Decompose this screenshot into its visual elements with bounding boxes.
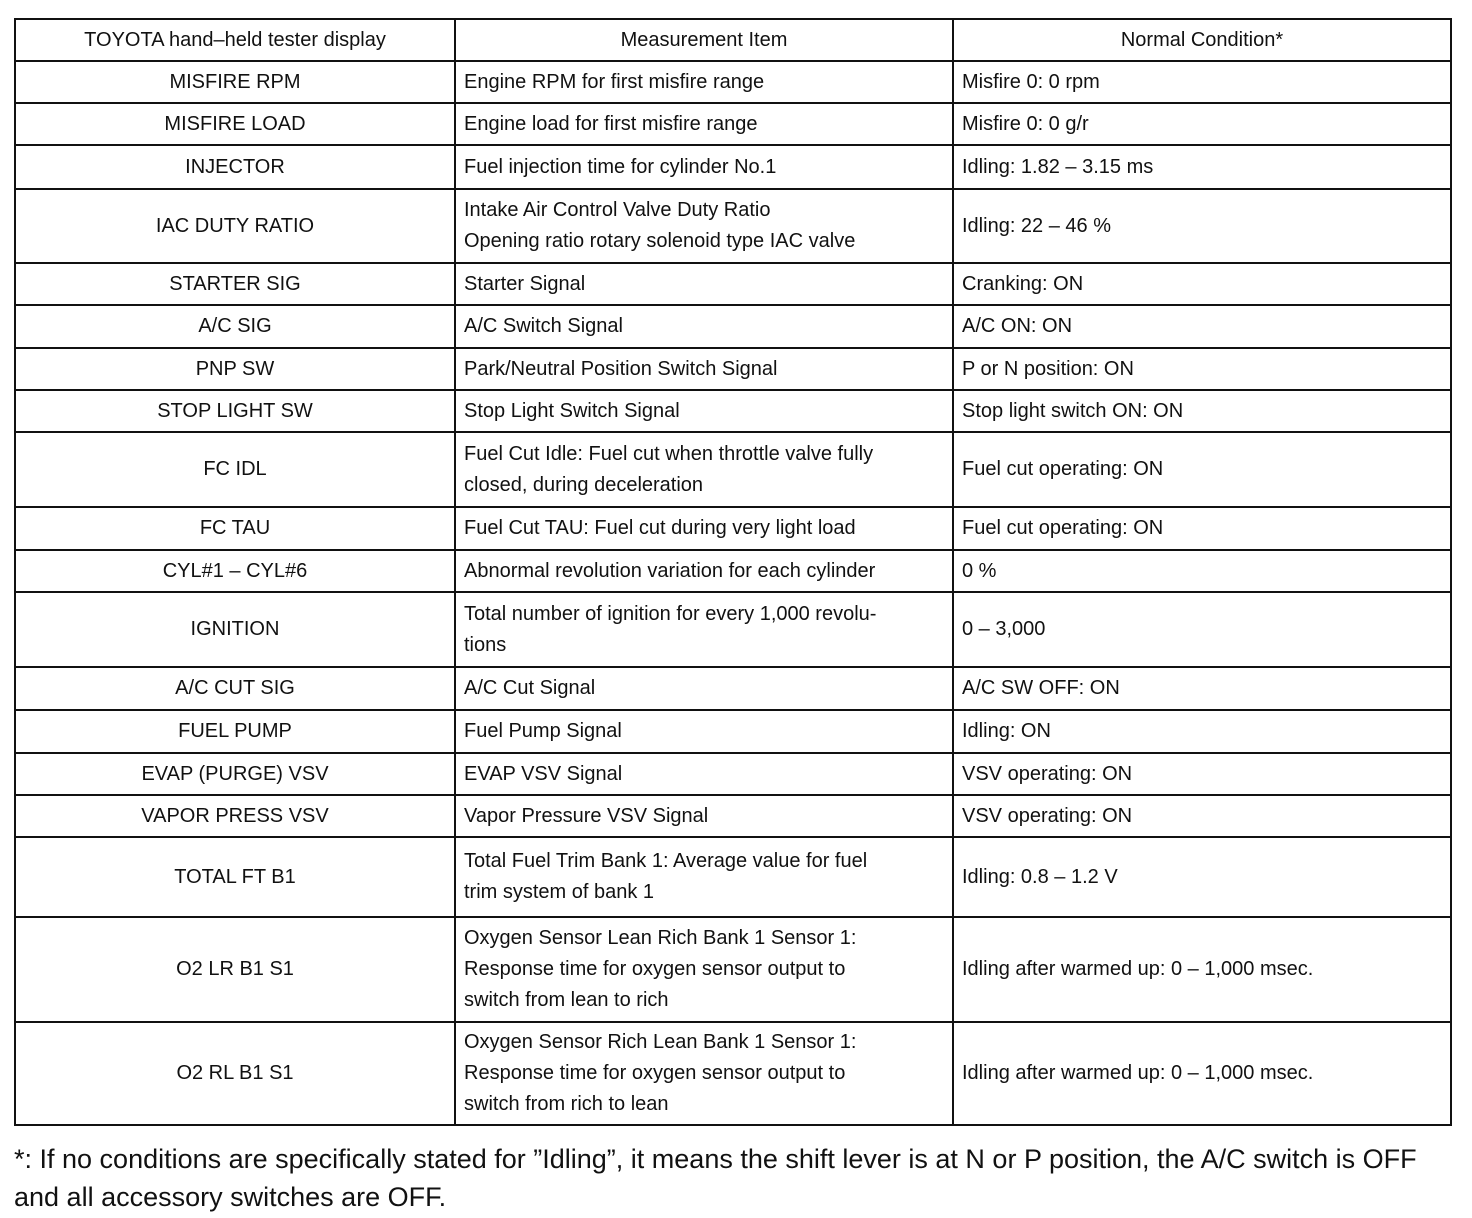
cell-tester-display: PNP SW: [15, 348, 455, 390]
measurement-item-line: A/C Switch Signal: [464, 315, 623, 337]
footnote: *: If no conditions are specifically stated for ”Idling”, it means the shift lever is at N or P position, the A/C switch is OFF and all accessory switches are OFF.: [14, 1144, 1417, 1212]
cell-measurement-item: [455, 795, 953, 837]
header-tester-display: TOYOTA hand–held tester display: [15, 19, 455, 61]
measurement-item-line: Response time for oxygen sensor output to: [464, 1062, 846, 1084]
measurement-item-line: Oxygen Sensor Lean Rich Bank 1 Sensor 1:: [464, 927, 857, 949]
cell-measurement-item: [455, 507, 953, 550]
cell-normal-condition: Cranking: ON: [953, 263, 1451, 305]
cell-tester-display: TOTAL FT B1: [15, 837, 455, 917]
cell-normal-condition: Idling after warmed up: 0 – 1,000 msec.: [953, 1022, 1451, 1125]
measurement-item-line: Engine RPM for first misfire range: [464, 70, 765, 93]
cell-tester-display: EVAP (PURGE) VSV: [15, 753, 455, 795]
table-row: [15, 145, 1451, 189]
cell-measurement-item: [455, 1022, 953, 1125]
cell-normal-condition: Idling after warmed up: 0 – 1,000 msec.: [953, 917, 1451, 1022]
cell-tester-display: A/C CUT SIG: [15, 667, 455, 710]
cell-normal-condition: 0 %: [953, 550, 1451, 592]
cell-normal-condition: Misfire 0: 0 rpm: [953, 61, 1451, 103]
cell-measurement-item: [455, 305, 953, 348]
cell-normal-condition: VSV operating: ON: [953, 795, 1451, 837]
measurement-item-line: Stop Light Switch Signal: [464, 399, 680, 422]
measurement-item-line: Intake Air Control Valve Duty Ratio: [464, 199, 771, 221]
cell-measurement-item: [455, 390, 953, 432]
measurement-item-line: A/C Cut Signal: [464, 677, 596, 699]
measurement-item-line: Park/Neutral Position Switch Signal: [464, 357, 778, 380]
cell-normal-condition: VSV operating: ON: [953, 753, 1451, 795]
cell-measurement-item: [455, 348, 953, 390]
cell-tester-display: IAC DUTY RATIO: [15, 189, 455, 263]
measurement-item-line: Vapor Pressure VSV Signal: [464, 804, 709, 827]
cell-measurement-item: [455, 710, 953, 753]
table-row: [15, 667, 1451, 710]
tester-data-table: [14, 18, 1452, 1126]
table-row: [15, 710, 1451, 753]
cell-measurement-item: [455, 61, 953, 103]
measurement-item-line: Engine load for first misfire range: [464, 112, 758, 135]
cell-normal-condition: A/C ON: ON: [953, 305, 1451, 348]
measurement-item-line: Fuel Cut TAU: Fuel cut during very light load: [464, 517, 856, 539]
header-normal-condition: Normal Condition*: [953, 19, 1451, 61]
cell-tester-display: FC TAU: [15, 507, 455, 550]
measurement-item-line: Fuel Pump Signal: [464, 720, 622, 742]
cell-normal-condition: Fuel cut operating: ON: [953, 507, 1451, 550]
cell-normal-condition: 0 – 3,000: [953, 592, 1451, 667]
cell-measurement-item: [455, 263, 953, 305]
cell-measurement-item: [455, 550, 953, 592]
table-row: [15, 753, 1451, 795]
cell-normal-condition: Idling: 0.8 – 1.2 V: [953, 837, 1451, 917]
measurement-item-line: closed, during deceleration: [464, 473, 704, 496]
measurement-item-line: EVAP VSV Signal: [464, 762, 623, 785]
measurement-item-line: Response time for oxygen sensor output to: [464, 958, 846, 980]
measurement-item-line: Abnormal revolution variation for each cylinder: [464, 559, 876, 582]
table-header-row: [15, 19, 1451, 61]
measurement-item-line: Opening ratio rotary solenoid type IAC valve: [464, 230, 856, 252]
measurement-item-line: Fuel injection time for cylinder No.1: [464, 155, 777, 178]
cell-tester-display: A/C SIG: [15, 305, 455, 348]
table-row: [15, 61, 1451, 103]
cell-measurement-item: [455, 837, 953, 917]
measurement-item-line: switch from lean to rich: [464, 989, 669, 1011]
table-row: [15, 917, 1451, 1022]
measurement-item-line: Starter Signal: [464, 272, 586, 295]
table-row: [15, 507, 1451, 550]
measurement-item-line: tions: [464, 633, 507, 656]
measurement-item-line: Fuel Cut Idle: Fuel cut when throttle valve fully: [464, 442, 874, 465]
cell-normal-condition: Idling: 22 – 46 %: [953, 189, 1451, 263]
table-row: [15, 795, 1451, 837]
cell-measurement-item: [455, 432, 953, 507]
cell-normal-condition: A/C SW OFF: ON: [953, 667, 1451, 710]
table-row: [15, 263, 1451, 305]
table-row: [15, 348, 1451, 390]
cell-measurement-item: [455, 189, 953, 263]
measurement-item-line: trim system of bank 1: [464, 881, 655, 903]
measurement-item-line: Total number of ignition for every 1,000 revolu-: [464, 602, 877, 625]
table-row: [15, 390, 1451, 432]
cell-tester-display: MISFIRE LOAD: [15, 103, 455, 145]
cell-tester-display: STOP LIGHT SW: [15, 390, 455, 432]
measurement-item-line: switch from rich to lean: [464, 1093, 669, 1115]
cell-tester-display: O2 RL B1 S1: [15, 1022, 455, 1125]
cell-tester-display: O2 LR B1 S1: [15, 917, 455, 1022]
cell-normal-condition: P or N position: ON: [953, 348, 1451, 390]
table-row: [15, 189, 1451, 263]
cell-measurement-item: [455, 103, 953, 145]
cell-measurement-item: [455, 592, 953, 667]
cell-normal-condition: Idling: 1.82 – 3.15 ms: [953, 145, 1451, 189]
cell-normal-condition: Fuel cut operating: ON: [953, 432, 1451, 507]
cell-tester-display: IGNITION: [15, 592, 455, 667]
cell-normal-condition: Stop light switch ON: ON: [953, 390, 1451, 432]
cell-tester-display: FC IDL: [15, 432, 455, 507]
cell-measurement-item: [455, 753, 953, 795]
table-row: [15, 1022, 1451, 1125]
cell-tester-display: MISFIRE RPM: [15, 61, 455, 103]
spec-table-container: [14, 18, 1458, 1126]
cell-tester-display: CYL#1 – CYL#6: [15, 550, 455, 592]
table-row: [15, 432, 1451, 507]
cell-measurement-item: [455, 145, 953, 189]
cell-tester-display: VAPOR PRESS VSV: [15, 795, 455, 837]
cell-normal-condition: Idling: ON: [953, 710, 1451, 753]
cell-measurement-item: [455, 667, 953, 710]
table-row: [15, 305, 1451, 348]
table-row: [15, 837, 1451, 917]
table-row: [15, 103, 1451, 145]
cell-normal-condition: Misfire 0: 0 g/r: [953, 103, 1451, 145]
cell-measurement-item: [455, 917, 953, 1022]
table-row: [15, 592, 1451, 667]
cell-tester-display: FUEL PUMP: [15, 710, 455, 753]
cell-tester-display: INJECTOR: [15, 145, 455, 189]
header-measurement-item: Measurement Item: [455, 19, 953, 61]
cell-tester-display: STARTER SIG: [15, 263, 455, 305]
measurement-item-line: Total Fuel Trim Bank 1: Average value for fuel: [464, 850, 868, 872]
table-row: [15, 550, 1451, 592]
measurement-item-line: Oxygen Sensor Rich Lean Bank 1 Sensor 1:: [464, 1031, 857, 1053]
